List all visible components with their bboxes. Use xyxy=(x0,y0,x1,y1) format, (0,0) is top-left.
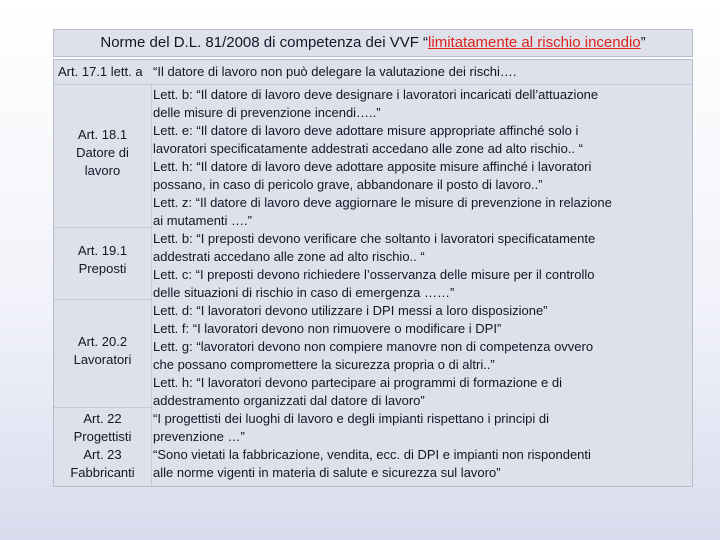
text-line: Lett. f: “I lavoratori devono non rimuovere o modificare i DPI” xyxy=(153,321,502,336)
slide-title xyxy=(53,29,693,57)
right-text-column xyxy=(153,86,691,482)
label-line: Art. 19.1 xyxy=(77,243,128,258)
text-line: “I progettisti dei luoghi di lavoro e degli impianti rispettano i principi di xyxy=(153,411,549,426)
text-line: ai mutamenti ….” xyxy=(153,213,252,228)
title-prefix: Norme del D.L. 81/2008 di competenza dei VVF “ xyxy=(100,34,429,51)
text-line: delle situazioni di rischio in caso di emergenza ……” xyxy=(153,285,455,300)
text-line: Lett. g: “lavoratori devono non compiere manovre non di competenza ovvero xyxy=(153,339,594,354)
norms-table xyxy=(53,59,693,487)
text-line: lavoratori specificatamente addestrati accedano alle zone ad alto rischio.. “ xyxy=(153,141,583,156)
label-line: Preposti xyxy=(78,261,127,276)
text-line: Lett. h: “I lavoratori devono partecipare ai programmi di formazione e di xyxy=(153,375,562,390)
label-cell-datore xyxy=(54,84,151,228)
title-suffix: ” xyxy=(640,34,646,51)
text-line: Lett. b: “Il datore di lavoro deve designare i lavoratori incaricati dell’attuazione xyxy=(153,87,599,102)
label-line: Art. 23 xyxy=(83,447,122,462)
text-line: delle misure di prevenzione incendi…..” xyxy=(153,105,381,120)
text-line: Lett. d: “I lavoratori devono utilizzare i DPI messi a loro disposizione” xyxy=(153,303,548,318)
label-cell-progettisti-fabbricanti xyxy=(54,408,151,486)
text-line: Lett. e: “Il datore di lavoro deve adottare misure appropriate affinché solo i xyxy=(153,123,579,138)
text-line: addestrati accedano alle zone ad alto rischio.. “ xyxy=(153,249,425,264)
label-cell-preposti xyxy=(54,228,151,300)
label-line: Progettisti xyxy=(73,429,132,444)
row-art-17 xyxy=(54,60,692,85)
text-line: Lett. c: “I preposti devono richiedere l’osservanza delle misure per il controllo xyxy=(153,267,595,282)
text-line: Lett. z: “Il datore di lavoro deve aggiornare le misure di prevenzione in relazione xyxy=(153,195,612,210)
label-line: Art. 20.2 xyxy=(77,334,128,349)
label-cell-lavoratori xyxy=(54,300,151,408)
text-line: alle norme vigenti in materia di salute e sicurezza sul lavoro” xyxy=(153,465,501,480)
label-line: Art. 22 xyxy=(83,411,122,426)
row-art-17-text: “Il datore di lavoro non può delegare la valutazione dei rischi…. xyxy=(153,64,517,79)
text-line: “Sono vietati la fabbricazione, vendita, ecc. di DPI e impianti non rispondenti xyxy=(153,447,591,462)
label-line: Fabbricanti xyxy=(70,465,135,480)
text-line: prevenzione …” xyxy=(153,429,245,444)
title-highlight: limitatamente al rischio incendio xyxy=(428,34,641,51)
row-art-17-label: Art. 17.1 lett. a xyxy=(58,64,143,79)
label-line: Datore di xyxy=(76,145,129,160)
text-line: Lett. b: “I preposti devono verificare che soltanto i lavoratori specificatamente xyxy=(153,231,596,246)
label-line: Lavoratori xyxy=(73,352,132,367)
left-label-column xyxy=(54,84,152,486)
text-line: addestramento organizzati dal datore di lavoro” xyxy=(153,393,425,408)
label-line: Art. 18.1 xyxy=(77,127,128,142)
label-line: lavoro xyxy=(84,163,121,178)
text-line: che possano compromettere la sicurezza propria o di altri..” xyxy=(153,357,495,372)
text-line: Lett. h: “Il datore di lavoro deve adottare apposite misure affinché i lavoratori xyxy=(153,159,592,174)
text-line: possano, in caso di pericolo grave, abbandonare il posto di lavoro..” xyxy=(153,177,543,192)
